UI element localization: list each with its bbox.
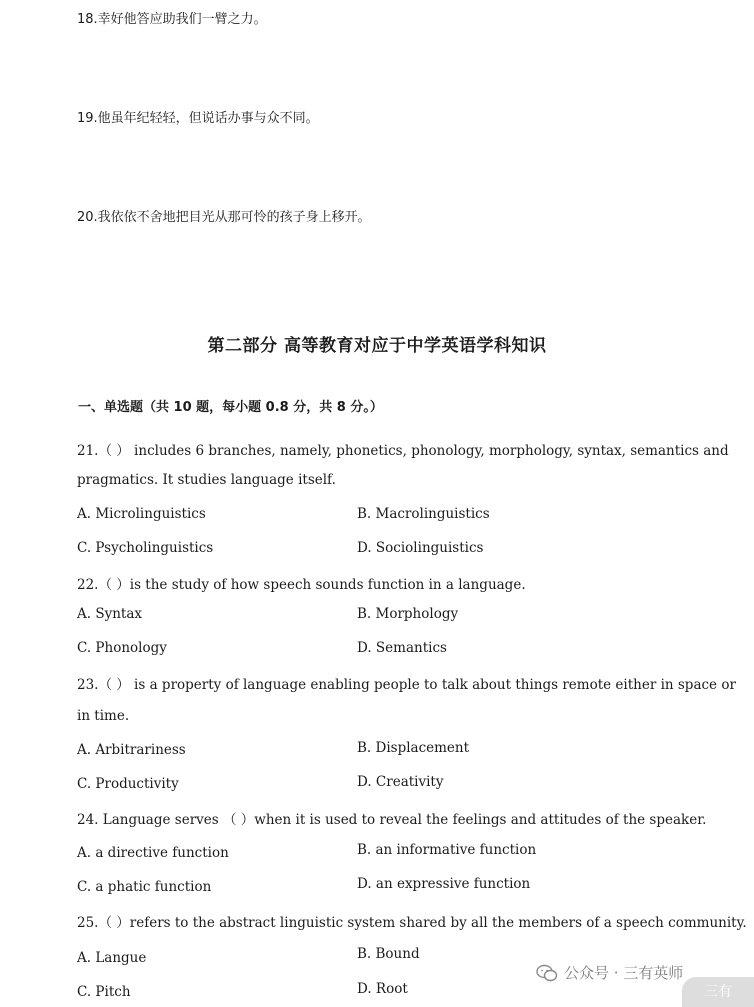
- question-23-stem-line-1: 23.（ ） is a property of language enabling people to talk about things remote either in space or: [77, 677, 736, 693]
- section-heading: 一、单选题（共 10 题，每小题 0.8 分，共 8 分。）: [78, 400, 383, 415]
- translation-item-20: 20.我依依不舍地把目光从那可怜的孩子身上移开。: [77, 210, 371, 225]
- translation-item-18: 18.幸好他答应助我们一臂之力。: [77, 12, 267, 27]
- question-24-stem: 24. Language serves （ ）when it is used to reveal the feelings and attitudes of the speaker.: [77, 812, 707, 828]
- question-23-option-a: A. Arbitrariness: [77, 742, 186, 758]
- question-25-stem: 25.（ ）refers to the abstract linguistic system shared by all the members of a speech community.: [77, 915, 747, 931]
- question-24-option-c: C. a phatic function: [77, 879, 212, 895]
- question-23-option-d: D. Creativity: [357, 774, 444, 790]
- watermark-badge: 三有: [682, 977, 754, 1007]
- question-25-option-d: D. Root: [357, 981, 408, 997]
- question-22-stem: 22.（ ）is the study of how speech sounds function in a language.: [77, 577, 526, 593]
- question-23-option-c: C. Productivity: [77, 776, 179, 792]
- question-21-stem-line-1: 21.（ ） includes 6 branches, namely, phonetics, phonology, morphology, syntax, semantics and: [77, 443, 729, 459]
- wechat-icon: [536, 964, 558, 982]
- question-21-option-b: B. Macrolinguistics: [357, 506, 490, 522]
- question-25-option-c: C. Pitch: [77, 984, 131, 1000]
- question-21-option-d: D. Sociolinguistics: [357, 540, 484, 556]
- question-24-option-d: D. an expressive function: [357, 876, 531, 892]
- watermark-text: 公众号 · 三有英师: [564, 964, 684, 982]
- question-22-option-d: D. Semantics: [357, 640, 447, 656]
- question-21-stem-line-2: pragmatics. It studies language itself.: [77, 472, 336, 488]
- question-22-option-c: C. Phonology: [77, 640, 167, 656]
- question-24-option-b: B. an informative function: [357, 842, 537, 858]
- watermark: [536, 962, 683, 983]
- question-25-option-a: A. Langue: [77, 950, 147, 966]
- translation-item-19: 19.他虽年纪轻轻，但说话办事与众不同。: [77, 111, 319, 126]
- question-21-option-a: A. Microlinguistics: [77, 506, 206, 522]
- question-23-stem-line-2: in time.: [77, 708, 130, 724]
- question-22-option-b: B. Morphology: [357, 606, 459, 622]
- question-23-option-b: B. Displacement: [357, 740, 470, 756]
- question-22-option-a: A. Syntax: [77, 606, 142, 622]
- question-21-option-c: C. Psycholinguistics: [77, 540, 214, 556]
- part-title: 第二部分 高等教育对应于中学英语学科知识: [207, 336, 547, 356]
- question-24-option-a: A. a directive function: [77, 845, 229, 861]
- question-25-option-b: B. Bound: [357, 946, 420, 962]
